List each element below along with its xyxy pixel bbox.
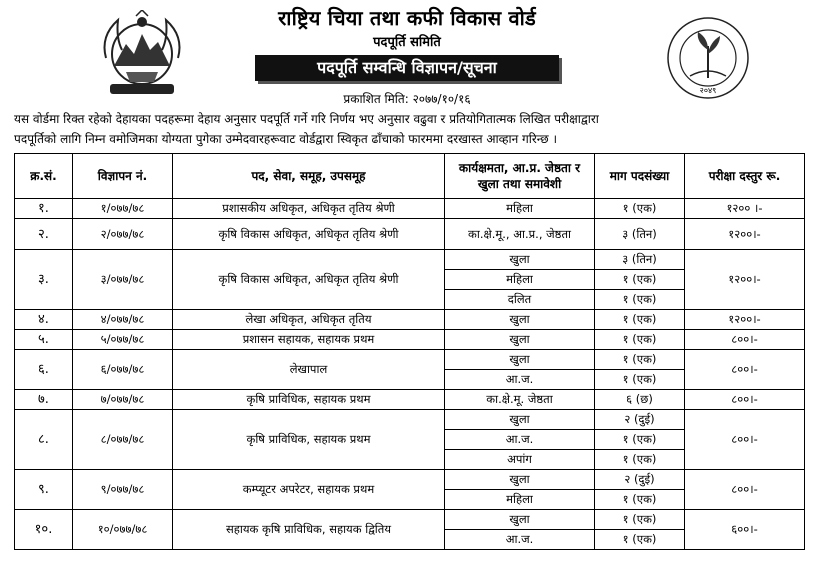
logo-year: २०४९ [699,86,717,95]
cell-demand: १ (एक) [595,430,685,450]
cell-sn: १०. [15,510,73,550]
cell-category: खुला [445,250,595,270]
cell-category: खुला [445,350,595,370]
cell-ad-no: ९/०७७/७८ [73,470,173,510]
cell-fee: ६००।- [685,510,805,550]
header-fee: परीक्षा दस्तुर रू. [685,154,805,199]
organization-name: राष्ट्रिय चिया तथा कफी विकास वोर्ड [278,6,536,30]
cell-sn: २. [15,219,73,250]
cell-post: प्रशासन सहायक, सहायक प्रथम [173,330,445,350]
cell-category: का.क्षे.मू., आ.प्र., जेष्ठता [445,219,595,250]
committee-name: पदपूर्ति समिति [373,35,441,50]
cell-demand: १ (एक) [595,199,685,219]
cell-sn: १. [15,199,73,219]
intro-paragraph [14,109,804,149]
cell-demand: १ (एक) [595,270,685,290]
table-row [15,310,805,330]
cell-category: खुला [445,310,595,330]
cell-sn: ६. [15,350,73,390]
cell-category: खुला [445,410,595,430]
cell-post: कम्प्यूटर अपरेटर, सहायक प्रथम [173,470,445,510]
cell-demand: १ (एक) [595,450,685,470]
cell-category: खुला [445,510,595,530]
cell-post: कृषि विकास अधिकृत, अधिकृत तृतिय श्रेणी [173,250,445,310]
header-ad-no: विज्ञापन नं. [73,154,173,199]
cell-post: कृषि प्राविधिक, सहायक प्रथम [173,390,445,410]
cell-ad-no: ३/०७७/७८ [73,250,173,310]
cell-ad-no: ८/०७७/७८ [73,410,173,470]
table-row [15,199,805,219]
cell-demand: १ (एक) [595,310,685,330]
cell-fee: ८००।- [685,390,805,410]
header-demand: माग पदसंख्या [595,154,685,199]
cell-sn: ८. [15,410,73,470]
cell-post: कृषि विकास अधिकृत, अधिकृत तृतिय श्रेणी [173,219,445,250]
cell-demand: ३ (तिन) [595,250,685,270]
cell-category: महिला [445,199,595,219]
cell-demand: १ (एक) [595,490,685,510]
table-row [15,470,805,490]
table-header-row [15,154,805,199]
cell-fee: १२००।- [685,219,805,250]
cell-category: आ.ज. [445,370,595,390]
published-date: प्रकाशित मिति: २०७७/१०/१६ [343,92,471,106]
cell-category: आ.ज. [445,430,595,450]
header-category: कार्यक्षमता, आ.प्र. जेष्ठता र खुला तथा समावेशी [445,154,595,199]
table-body [15,199,805,550]
cell-demand: २ (दुई) [595,410,685,430]
cell-category: महिला [445,270,595,290]
cell-category: खुला [445,330,595,350]
cell-fee: १२००।- [685,250,805,310]
cell-category: आ.ज. [445,530,595,550]
cell-post: लेखापाल [173,350,445,390]
cell-ad-no: ७/०७७/७८ [73,390,173,410]
cell-category: अपांग [445,450,595,470]
intro-line-2: पदपूर्तिको लागि निम्न वमोजिमका योग्यता पुगेका उम्मेदवारहरूवाट वोर्डद्वारा स्विकृत ढाँचाको फारममा दरखास्त आव्हान गरिन्छ । [14,132,558,146]
cell-sn: ४. [15,310,73,330]
cell-demand: १ (एक) [595,350,685,370]
notice-title: पदपूर्ति सम्वन्धि विज्ञापन/सूचना [255,55,559,81]
nepal-emblem-icon [96,10,188,100]
cell-sn: ७. [15,390,73,410]
table-row [15,350,805,370]
table-row [15,219,805,250]
cell-ad-no: १०/०७७/७८ [73,510,173,550]
intro-line-1: यस वोर्डमा रिक्त रहेको देहायका पदहरूमा देहाय अनुसार पदपूर्ति गर्ने गरि निर्णय भए अनुसार वढुवा र प्रतियोगितात्मक लिखित परीक्षाद्वारा [14,112,599,126]
table-row [15,330,805,350]
cell-ad-no: ६/०७७/७८ [73,350,173,390]
cell-demand: ३ (तिन) [595,219,685,250]
cell-post: लेखा अधिकृत, अधिकृत तृतिय [173,310,445,330]
cell-post: सहायक कृषि प्राविधिक, सहायक द्वितिय [173,510,445,550]
cell-fee: १२०० ।- [685,199,805,219]
table-row [15,510,805,530]
cell-post: कृषि प्राविधिक, सहायक प्रथम [173,410,445,470]
vacancy-table [14,153,805,550]
board-logo-icon [666,16,750,100]
cell-demand: १ (एक) [595,530,685,550]
cell-category: खुला [445,470,595,490]
cell-sn: ३. [15,250,73,310]
table-row [15,390,805,410]
cell-fee: ८००।- [685,350,805,390]
cell-demand: १ (एक) [595,330,685,350]
cell-post: प्रशासकीय अधिकृत, अधिकृत तृतिय श्रेणी [173,199,445,219]
cell-demand: २ (दुई) [595,470,685,490]
cell-fee: १२००।- [685,310,805,330]
cell-ad-no: १/०७७/७८ [73,199,173,219]
table-row [15,410,805,430]
header-post: पद, सेवा, समूह, उपसमूह [173,154,445,199]
cell-fee: ८००।- [685,330,805,350]
table-row [15,250,805,270]
cell-demand: १ (एक) [595,290,685,310]
header-sn: क्र.सं. [15,154,73,199]
cell-fee: ८००।- [685,470,805,510]
cell-ad-no: ५/०७७/७८ [73,330,173,350]
cell-ad-no: ४/०७७/७८ [73,310,173,330]
cell-category: का.क्षे.मू. जेष्ठता [445,390,595,410]
cell-category: दलित [445,290,595,310]
cell-ad-no: २/०७७/७८ [73,219,173,250]
cell-fee: ८००।- [685,410,805,470]
cell-demand: १ (एक) [595,510,685,530]
cell-category: महिला [445,490,595,510]
cell-demand: १ (एक) [595,370,685,390]
cell-demand: ६ (छ) [595,390,685,410]
cell-sn: ९. [15,470,73,510]
notice-header [0,0,814,118]
cell-sn: ५. [15,330,73,350]
